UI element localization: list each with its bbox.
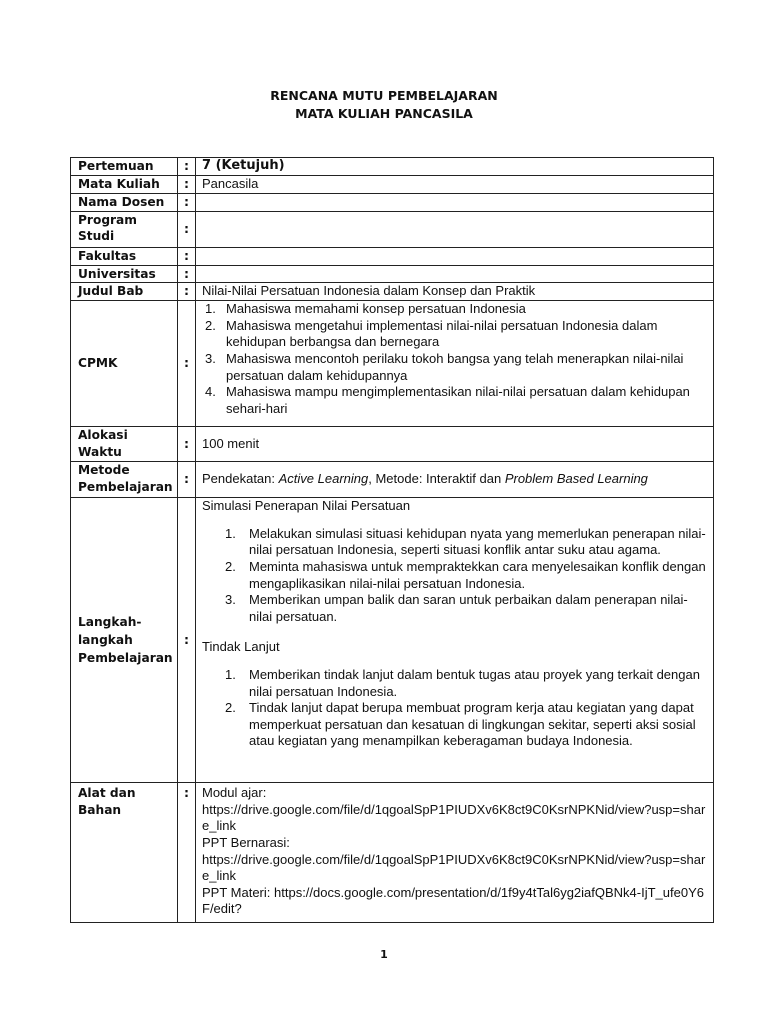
list-item: 3. Memberikan umpan balik dan saran untuk perbaikan dalam penerapan nilai-nilai persatuan. <box>225 592 688 624</box>
value-cpmk <box>196 301 714 427</box>
row-program-studi <box>71 211 714 247</box>
value-alokasi-waktu: 100 menit <box>196 427 714 462</box>
row-alat-bahan <box>71 783 714 923</box>
colon: : <box>178 462 196 498</box>
colon: : <box>178 283 196 301</box>
row-pertemuan <box>71 158 714 176</box>
list-item: 1. Melakukan simulasi situasi kehidupan nyata yang memerlukan penerapan nilai-nilai persatuan Indonesia, seperti situasi konflik antar suku atau agama. <box>225 525 706 558</box>
label-judul-bab: Judul Bab <box>71 283 178 301</box>
value-langkah <box>196 498 714 783</box>
list-item: 4. Mahasiswa mampu mengimplementasikan nilai-nilai persatuan dalam kehidupan sehari-hari <box>205 384 690 416</box>
row-universitas <box>71 265 714 283</box>
value-judul-bab: Nilai-Nilai Persatuan Indonesia dalam Konsep dan Praktik <box>196 283 714 301</box>
label-program-studi: Program Studi <box>71 211 178 247</box>
row-langkah <box>71 498 714 783</box>
row-judul-bab <box>71 283 714 301</box>
rmp-table <box>70 157 714 923</box>
ppt-materi-link[interactable]: https://docs.google.com/presentation/d/1f9y4tTal6yg2iafQBNk4-IjT_ufe0Y6F/edit? <box>202 884 704 917</box>
modul-label: Modul ajar: <box>202 785 267 801</box>
list-item: 3. Mahasiswa mencontoh perilaku tokoh bangsa yang telah menerapkan nilai-nilai persatuan dalam kehidupannya <box>205 350 684 383</box>
colon: : <box>178 265 196 283</box>
list-item: 2. Tindak lanjut dapat berupa membuat program kerja atau kegiatan yang dapat memperkuat persatuan dan kesatuan di lingkungan sekitar, seperti aksi sosial atau kegiatan yang menampilkan keberagaman budaya Indonesia. <box>225 700 696 749</box>
label-alat-bahan: Alat dan Bahan <box>71 783 178 923</box>
colon: : <box>178 498 196 783</box>
colon: : <box>178 427 196 462</box>
label-nama-dosen: Nama Dosen <box>71 194 178 212</box>
value-fakultas <box>196 247 714 265</box>
colon: : <box>178 247 196 265</box>
section-title-simulasi: Simulasi Penerapan Nilai Persatuan <box>202 498 411 514</box>
list-item: 1. Mahasiswa memahami konsep persatuan Indonesia <box>205 301 526 317</box>
label-cpmk: CPMK <box>71 301 178 427</box>
row-mata-kuliah <box>71 176 714 194</box>
label-metode: Metode Pembelajaran <box>71 462 178 498</box>
colon: : <box>178 176 196 194</box>
tindak-lanjut-list <box>202 667 707 750</box>
label-langkah: Langkah-langkah Pembelajaran <box>71 498 178 783</box>
value-universitas <box>196 265 714 283</box>
colon: : <box>178 783 196 923</box>
ppt-bernarasi-label: PPT Bernarasi: <box>202 834 290 850</box>
list-item: 1. Memberikan tindak lanjut dalam bentuk tugas atau proyek yang terkait dengan nilai persatuan Indonesia. <box>225 666 700 699</box>
list-item: 2. Mahasiswa mengetahui implementasi nilai-nilai persatuan Indonesia dalam kehidupan berbangsa dan bernegara <box>205 317 658 350</box>
row-nama-dosen <box>71 194 714 212</box>
label-pertemuan: Pertemuan <box>71 158 178 176</box>
label-fakultas: Fakultas <box>71 247 178 265</box>
value-metode: Pendekatan: Active Learning, Metode: Interaktif dan Problem Based Learning <box>196 462 714 498</box>
ppt-materi-line <box>202 885 707 918</box>
page-number: 1 <box>380 948 388 961</box>
document-title: RENCANA MUTU PEMBELAJARAN <box>270 88 498 103</box>
value-mata-kuliah: Pancasila <box>196 176 714 194</box>
value-pertemuan: 7 (Ketujuh) <box>196 158 714 176</box>
row-metode <box>71 462 714 498</box>
row-fakultas <box>71 247 714 265</box>
colon: : <box>178 301 196 427</box>
colon: : <box>178 211 196 247</box>
label-alokasi-waktu: Alokasi Waktu <box>71 427 178 462</box>
label-mata-kuliah: Mata Kuliah <box>71 176 178 194</box>
modul-link[interactable]: https://drive.google.com/file/d/1qgoalSpP1PIUDXv6K8ct9C0KsrNPKNid/view?usp=share_link <box>202 801 706 834</box>
ppt-materi-label: PPT Materi: <box>202 884 275 900</box>
label-universitas: Universitas <box>71 265 178 283</box>
row-alokasi-waktu <box>71 427 714 462</box>
simulasi-list <box>202 526 707 626</box>
ppt-bernarasi-link[interactable]: https://drive.google.com/file/d/1qgoalSpP1PIUDXv6K8ct9C0KsrNPKNid/view?usp=share_link <box>202 851 706 884</box>
list-item: 2. Meminta mahasiswa untuk mempraktekkan cara menyelesaikan konflik dengan mengaplikasikan nilai-nilai persatuan Indonesia. <box>225 558 706 591</box>
colon: : <box>178 158 196 176</box>
value-nama-dosen <box>196 194 714 212</box>
value-program-studi <box>196 211 714 247</box>
section-title-tindak-lanjut: Tindak Lanjut <box>202 639 280 655</box>
document-subtitle: MATA KULIAH PANCASILA <box>295 106 473 121</box>
cpmk-list <box>202 301 707 417</box>
row-cpmk <box>71 301 714 427</box>
value-alat-bahan <box>196 783 714 923</box>
colon: : <box>178 194 196 212</box>
